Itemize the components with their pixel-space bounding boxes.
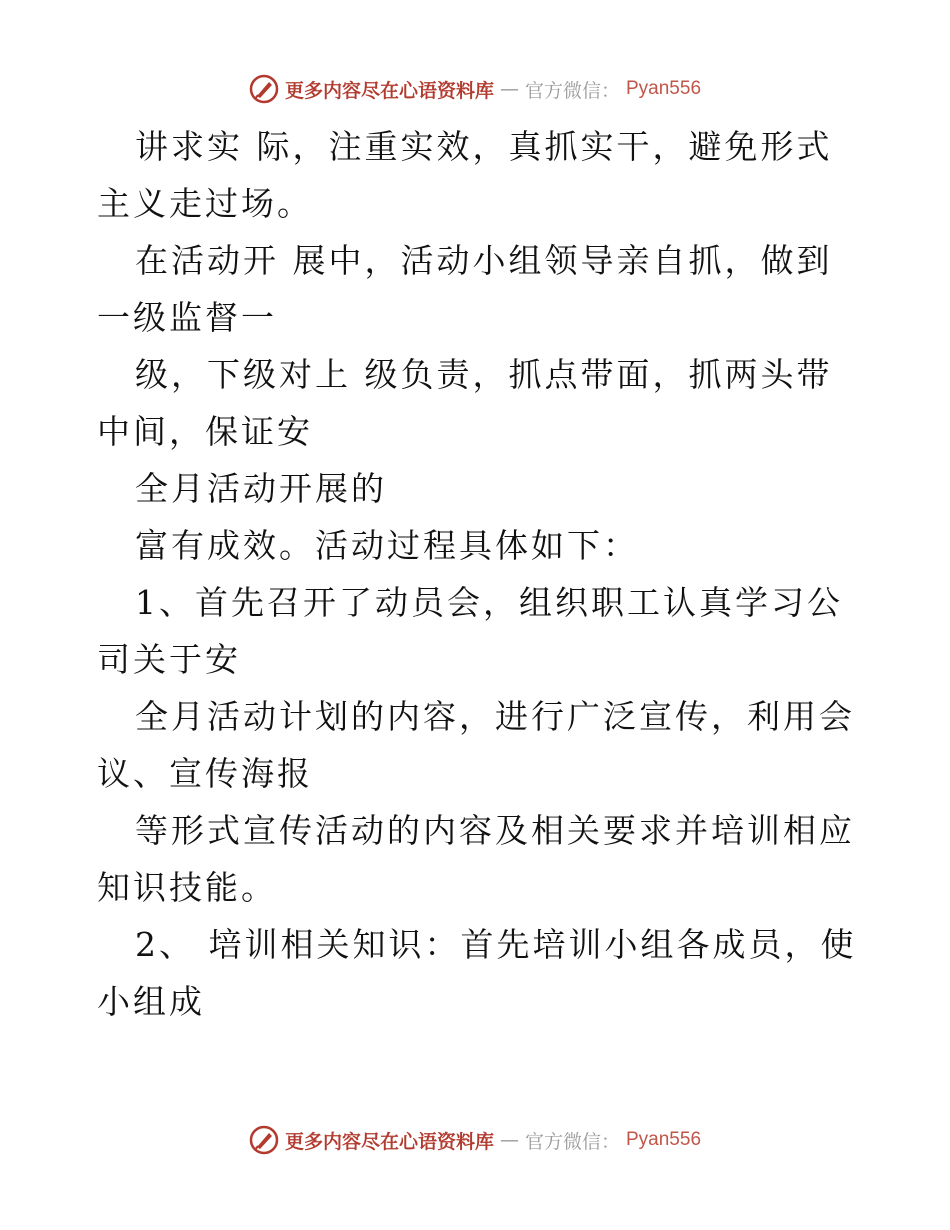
watermark-wechat-id: Pyan556 bbox=[626, 78, 702, 99]
paragraph: 2、 培训相关知识：首先培训小组各成员，使小组成 bbox=[97, 925, 857, 1021]
footer-watermark bbox=[0, 1122, 950, 1158]
watermark-wechat-label: 官方微信： bbox=[524, 1130, 620, 1153]
watermark-wechat-label: 官方微信： bbox=[524, 79, 620, 102]
document-body bbox=[97, 118, 857, 1030]
paragraph: 全月活动开展的 bbox=[135, 469, 387, 508]
header-watermark bbox=[0, 71, 950, 107]
watermark-wechat-id: Pyan556 bbox=[626, 1129, 702, 1150]
quill-logo-icon bbox=[249, 1125, 279, 1155]
paragraph: 级，下级对上 级负责，抓点带面，抓两头带中间，保证安 bbox=[97, 355, 833, 451]
paragraph: 全月活动计划的内容，进行广泛宣传，利用会议、宣传海报 bbox=[97, 697, 855, 793]
quill-logo-icon bbox=[249, 74, 279, 104]
watermark-site-text: 更多内容尽在心语资料库 bbox=[284, 1130, 494, 1153]
paragraph: 等形式宣传活动的内容及相关要求并培训相应知识技能。 bbox=[97, 811, 855, 907]
watermark-dash: — bbox=[499, 1129, 519, 1151]
watermark-dash: — bbox=[499, 78, 519, 100]
paragraph: 富有成效。活动过程具体如下： bbox=[135, 526, 639, 565]
paragraph: 讲求实 际，注重实效，真抓实干，避免形式主义走过场。 bbox=[97, 127, 833, 223]
watermark-site-text: 更多内容尽在心语资料库 bbox=[284, 79, 494, 102]
paragraph: 在活动开 展中，活动小组领导亲自抓，做到一级监督一 bbox=[97, 241, 833, 337]
paragraph: 1、首先召开了动员会，组织职工认真学习公司关于安 bbox=[97, 583, 843, 679]
